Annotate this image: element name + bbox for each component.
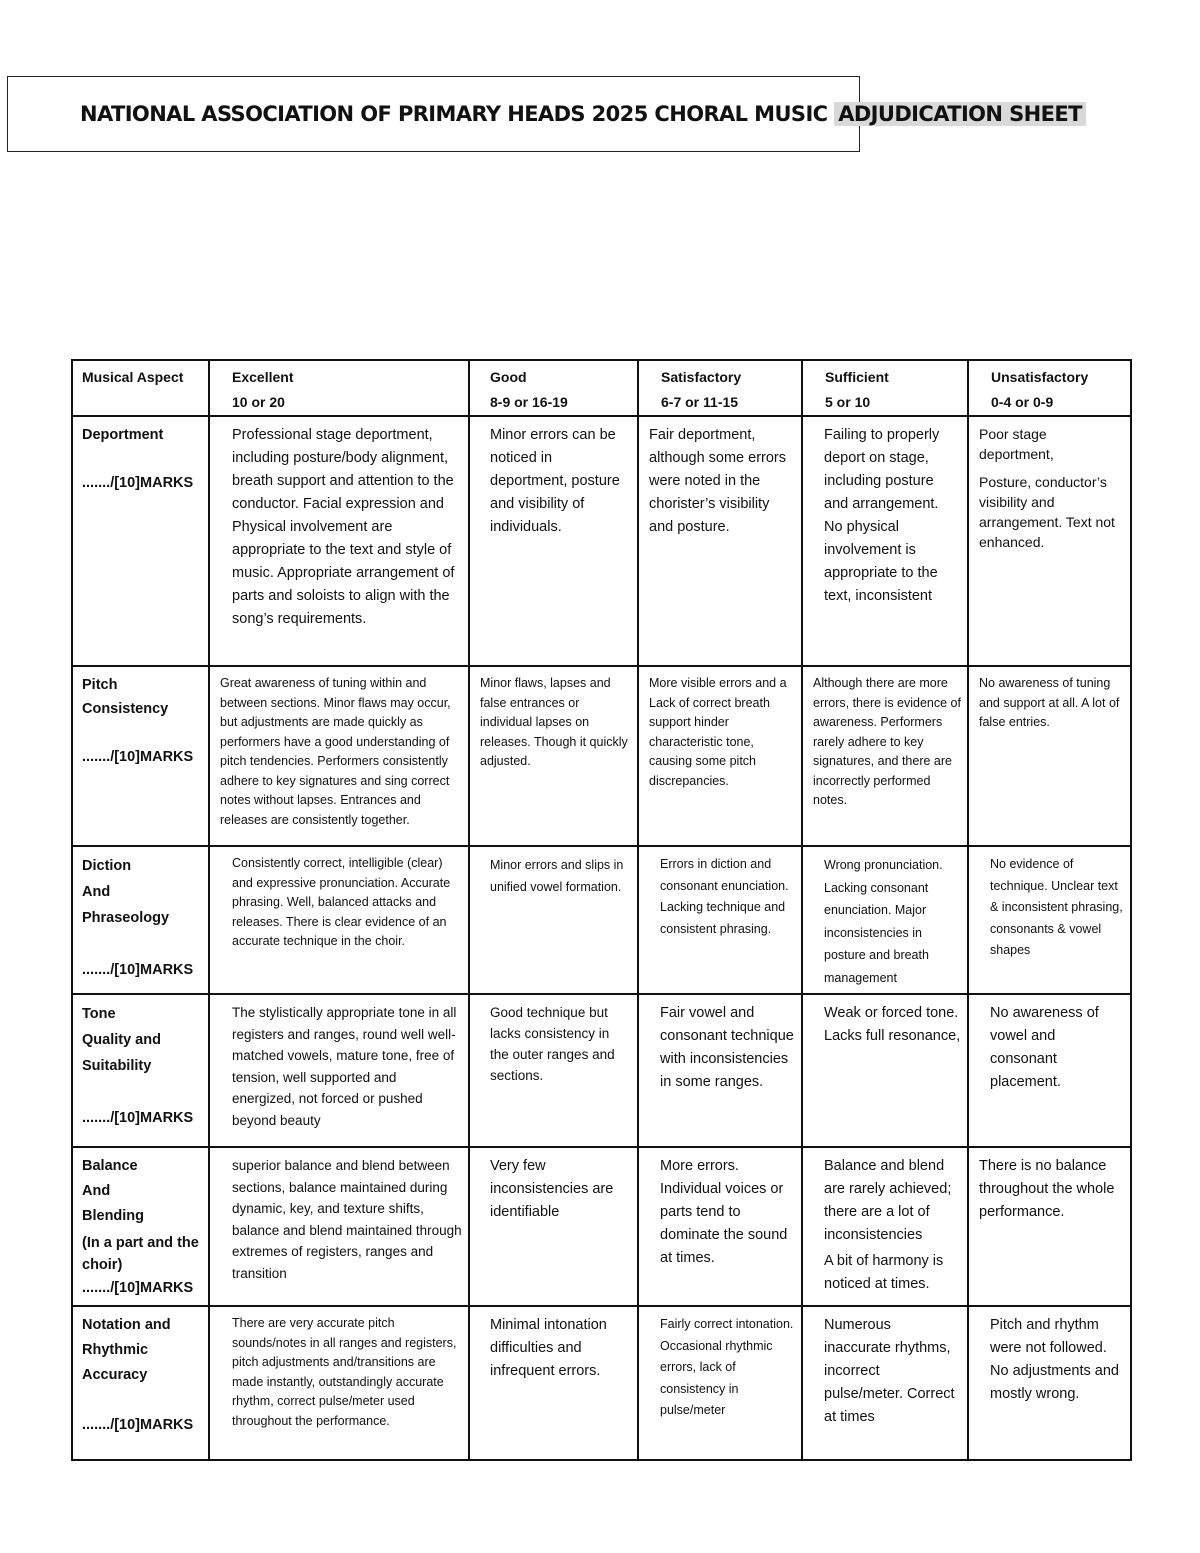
header-cell: Unsatisfactory 0-4 or 0-9: [968, 360, 1131, 416]
table-row: [72, 1147, 1131, 1306]
excellent-cell: There are very accurate pitch sounds/notes in all ranges and registers, pitch adjustments and/transitions are made instantly, outstandingly accurate rhythm, correct pulse/meter used throughout the performance.: [209, 1306, 469, 1460]
sufficient-cell: Wrong pronunciation. Lacking consonant enunciation. Major inconsistencies in posture and breath management: [802, 846, 968, 994]
unsatisfactory-cell: No evidence of technique. Unclear text & inconsistent phrasing, consonants & vowel shapes: [968, 846, 1131, 994]
marks-field: ......./[10]MARKS: [82, 962, 194, 978]
good-cell: Minor flaws, lapses and false entrances or individual lapses on releases. Though it quickly adjusted.: [469, 666, 638, 846]
header-row: [72, 360, 1131, 416]
header-cell: Satisfactory 6-7 or 11-15: [638, 360, 802, 416]
good-cell: Minor errors and slips in unified vowel formation.: [469, 846, 638, 994]
unsatisfactory-cell: There is no balance throughout the whole performance.: [968, 1147, 1131, 1306]
unsatisfactory-cell: No awareness of tuning and support at all. A lot of false entries.: [968, 666, 1131, 846]
page-title: [80, 100, 1086, 128]
sufficient-cell: Numerous inaccurate rhythms, incorrect pulse/meter. Correct at times: [802, 1306, 968, 1460]
good-cell: Minor errors can be noticed in deportment, posture and visibility of individuals.: [469, 416, 638, 666]
marks-field: ......./[10]MARKS: [82, 1110, 194, 1126]
good-cell: Very few inconsistencies are identifiable: [469, 1147, 638, 1306]
excellent-cell: Professional stage deportment, including posture/body alignment, breath support and attention to the conductor. Facial expression and Physical involvement are appropriate to the text and style of music. Appropriate arrangement of parts and soloists to align with the song’s requirements.: [209, 416, 469, 666]
satisfactory-cell: Fair vowel and consonant technique with inconsistencies in some ranges.: [638, 994, 802, 1147]
marks-field: ......./[10]MARKS: [82, 1280, 194, 1296]
aspect-cell: Tone Quality and Suitability ......./[10]MARKS: [72, 994, 209, 1147]
table-row: [72, 846, 1131, 994]
adjudication-table: [71, 359, 1132, 1461]
aspect-cell: Pitch Consistency ......./[10]MARKS: [72, 666, 209, 846]
title-highlight: ADJUDICATION SHEET: [834, 102, 1086, 126]
header-cell: Sufficient 5 or 10: [802, 360, 968, 416]
marks-field: ......./[10]MARKS: [82, 1417, 194, 1433]
sufficient-cell: Balance and blend are rarely achieved; there are a lot of inconsistencies A bit of harmony is noticed at times.: [802, 1147, 968, 1306]
sufficient-cell: Weak or forced tone. Lacks full resonance,: [802, 994, 968, 1147]
sufficient-cell: Although there are more errors, there is evidence of awareness. Performers rarely adhere to key signatures, and there are incorrectly performed notes.: [802, 666, 968, 846]
aspect-cell: Deportment ......./[10]MARKS: [72, 416, 209, 666]
header-cell: Good 8-9 or 16-19: [469, 360, 638, 416]
aspect-cell: Diction And Phraseology ......./[10]MARKS: [72, 846, 209, 994]
marks-field: ......./[10]MARKS: [82, 749, 194, 765]
excellent-cell: Great awareness of tuning within and between sections. Minor flaws may occur, but adjustments are made quickly as performers have a good understanding of pitch tendencies. Performers consistently adhere to key signatures and sing correct notes without lapses. Entrances and releases are consistently together.: [209, 666, 469, 846]
aspect-cell: Notation and Rhythmic Accuracy ......./[10]MARKS: [72, 1306, 209, 1460]
table-row: [72, 994, 1131, 1147]
satisfactory-cell: Fairly correct intonation. Occasional rhythmic errors, lack of consistency in pulse/meter: [638, 1306, 802, 1460]
table-row: [72, 666, 1131, 846]
excellent-cell: The stylistically appropriate tone in all registers and ranges, round well well-matched vowels, mature tone, free of tension, well supported and energized, not forced or pushed beyond beauty: [209, 994, 469, 1147]
header-cell: Musical Aspect: [72, 360, 209, 416]
marks-field: ......./[10]MARKS: [82, 475, 194, 491]
good-cell: Minimal intonation difficulties and infrequent errors.: [469, 1306, 638, 1460]
excellent-cell: Consistently correct, intelligible (clear) and expressive pronunciation. Accurate phrasing. Well, balanced attacks and releases. There is clear evidence of an accurate technique in the choir.: [209, 846, 469, 994]
unsatisfactory-cell: Poor stage deportment, Posture, conductor’s visibility and arrangement. Text not enhanced.: [968, 416, 1131, 666]
table-row: [72, 416, 1131, 666]
unsatisfactory-cell: Pitch and rhythm were not followed. No adjustments and mostly wrong.: [968, 1306, 1131, 1460]
title-main: NATIONAL ASSOCIATION OF PRIMARY HEADS 2025 CHORAL MUSIC: [80, 102, 828, 126]
satisfactory-cell: Fair deportment, although some errors were noted in the chorister’s visibility and posture.: [638, 416, 802, 666]
satisfactory-cell: Errors in diction and consonant enunciation. Lacking technique and consistent phrasing.: [638, 846, 802, 994]
header-cell: Excellent 10 or 20: [209, 360, 469, 416]
unsatisfactory-cell: No awareness of vowel and consonant placement.: [968, 994, 1131, 1147]
excellent-cell: superior balance and blend between sections, balance maintained during dynamic, key, and texture shifts, balance and blend maintained through extremes of registers, ranges and transition: [209, 1147, 469, 1306]
aspect-cell: Balance And Blending (In a part and the choir) ......./[10]MARKS: [72, 1147, 209, 1306]
satisfactory-cell: More visible errors and a Lack of correct breath support hinder characteristic tone, causing some pitch discrepancies.: [638, 666, 802, 846]
good-cell: Good technique but lacks consistency in the outer ranges and sections.: [469, 994, 638, 1147]
satisfactory-cell: More errors. Individual voices or parts tend to dominate the sound at times.: [638, 1147, 802, 1306]
table-row: [72, 1306, 1131, 1460]
sufficient-cell: Failing to properly deport on stage, including posture and arrangement. No physical involvement is appropriate to the text, inconsistent: [802, 416, 968, 666]
